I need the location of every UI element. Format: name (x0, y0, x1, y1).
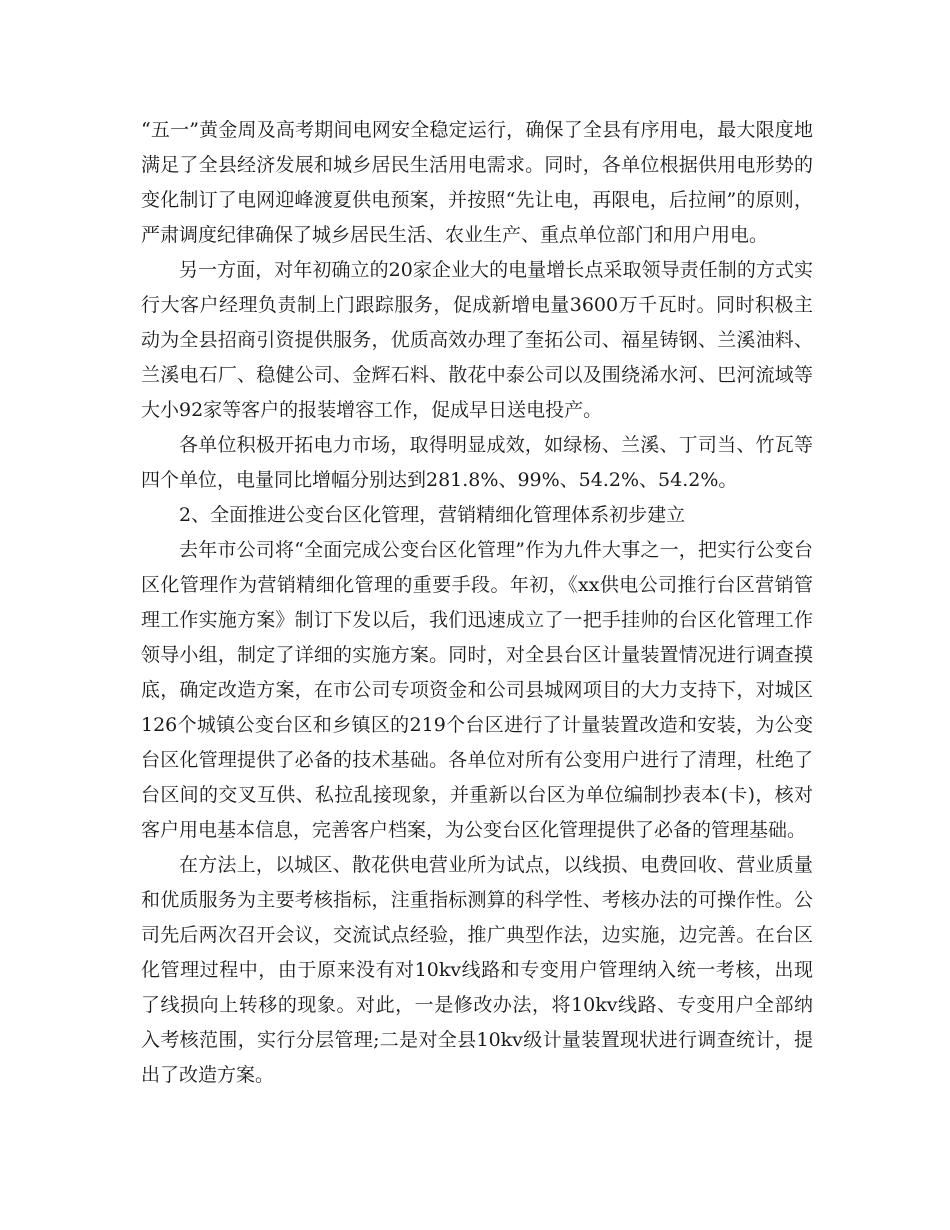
paragraph-4: 去年市公司将“全面完成公变台区化管理”作为九件大事之一，把实行公变台区化管理作为营销精细化管理的重要手段。年初，《xx供电公司推行台区营销管理工作实施方案》制订下发以后，我们迅速成立了一把手挂帅的台区化管理工作领导小组，制定了详细的实施方案。同时，对全县台区计量装置情况进行调查摸底，确定改造方案，在市公司专项资金和公司县城网项目的大力支持下，对城区126个城镇公变台区和乡镇区的219个台区进行了计量装置改造和安装，为公变台区化管理提供了必备的技术基础。各单位对所有公变用户进行了清理，杜绝了台区间的交叉互供、私拉乱接现象，并重新以台区为单位编制抄表本(卡)，核对客户用电基本信息，完善客户档案，为公变台区化管理提供了必备的管理基础。 (141, 539, 813, 841)
paragraph-3: 各单位积极开拓电力市场，取得明显成效，如绿杨、兰溪、丁司当、竹瓦等四个单位，电量同比增幅分别达到281.8%、99%、54.2%、54.2%。 (141, 434, 813, 491)
section-heading: 2、全面推进公变台区化管理，营销精细化管理体系初步建立 (179, 504, 686, 526)
paragraph-2: 另一方面，对年初确立的20家企业大的电量增长点采取领导责任制的方式实行大客户经理负责制上门跟踪服务，促成新增电量3600万千瓦时。同时积极主动为全县招商引资提供服务，优质高效办理了奎拓公司、福星铸钢、兰溪油料、兰溪电石厂、稳健公司、金辉石料、散花中泰公司以及围绕浠水河、巴河流域等大小92家等客户的报装增容工作，促成早日送电投产。 (141, 259, 813, 421)
document-body (141, 113, 813, 1093)
paragraph-5: 在方法上，以城区、散花供电营业所为试点，以线损、电费回收、营业质量和优质服务为主要考核指标，注重指标测算的科学性、考核办法的可操作性。公司先后两次召开会议，交流试点经验，推广典型作法，边实施，边完善。在台区化管理过程中，由于原来没有对10kv线路和专变用户管理纳入统一考核，出现了线损向上转移的现象。对此，一是修改办法，将10kv线路、专变用户全部纳入考核范围，实行分层管理;二是对全县10kv级计量装置现状进行调查统计，提出了改造方案。 (141, 854, 813, 1086)
paragraph-1: “五一”黄金周及高考期间电网安全稳定运行，确保了全县有序用电，最大限度地满足了全县经济发展和城乡居民生活用电需求。同时，各单位根据供用电形势的变化制订了电网迎峰渡夏供电预案，并按照“先让电，再限电，后拉闸”的原则，严肃调度纪律确保了城乡居民生活、农业生产、重点单位部门和用户用电。 (141, 119, 813, 246)
